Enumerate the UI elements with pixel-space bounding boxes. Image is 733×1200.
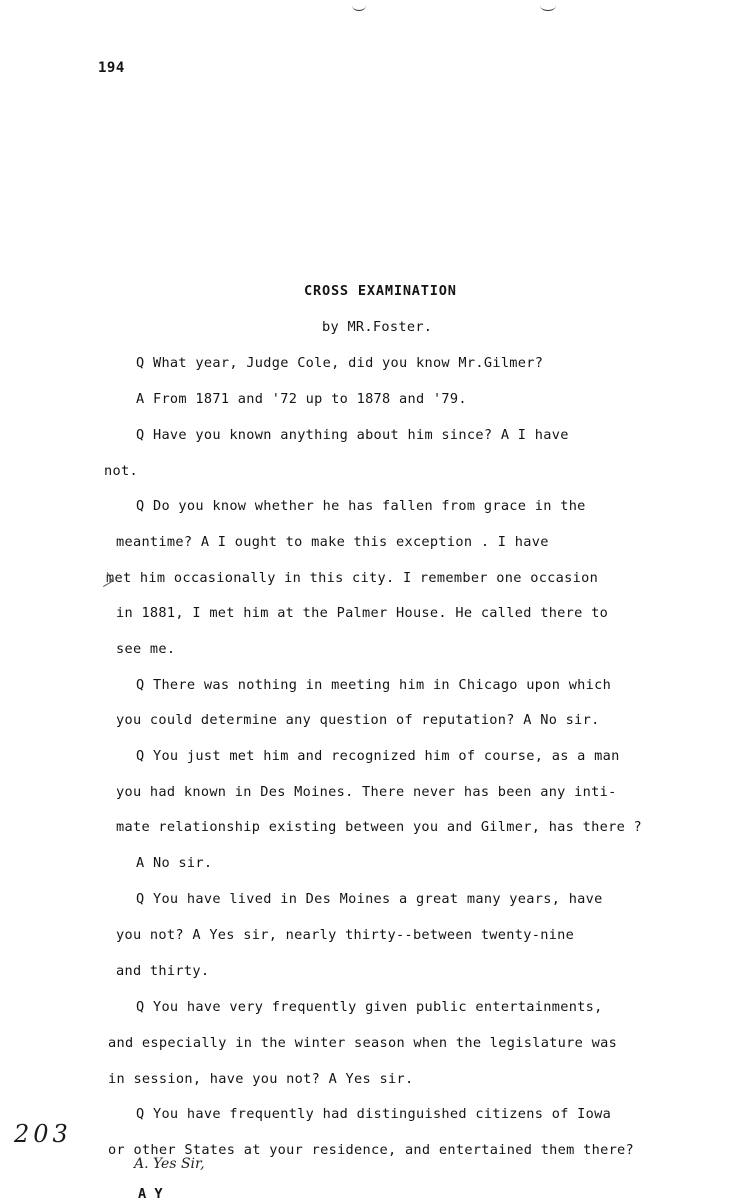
transcript-line: or other States at your residence, and entertained them there?	[108, 1142, 635, 1158]
transcript-line: Q You have lived in Des Moines a great many years, have	[136, 891, 603, 907]
transcript-line: you could determine any question of reputation? A No sir.	[116, 712, 600, 728]
transcript-line: not.	[104, 463, 138, 479]
handwritten-page-number: 203	[14, 1120, 72, 1148]
handwritten-answer: A. Yes Sir,	[134, 1156, 205, 1172]
scan-mark-right	[540, 0, 556, 11]
transcript-line: Q Have you known anything about him since? A I have	[136, 427, 569, 443]
scan-mark-left	[352, 0, 366, 11]
transcript-line: see me.	[116, 641, 176, 657]
transcript-line: you not? A Yes sir, nearly thirty--between twenty-nine	[116, 927, 575, 943]
transcript-line: in 1881, I met him at the Palmer House. He called there to	[116, 605, 609, 621]
transcript-line: mate relationship existing between you and Gilmer, has there ?	[116, 819, 643, 835]
transcript-line: and thirty.	[116, 963, 210, 979]
page-number: 194	[98, 60, 125, 76]
transcript-line: Q You have frequently had distinguished citizens of Iowa	[136, 1106, 612, 1122]
transcript-line: Q You just met him and recognized him of course, as a man	[136, 748, 620, 764]
transcript-line: A From 1871 and '72 up to 1878 and '79.	[136, 391, 467, 407]
section-heading: CROSS EXAMINATION	[304, 283, 457, 299]
transcript-line: you had known in Des Moines. There never has been any inti-	[116, 784, 617, 800]
transcript-line: A No sir.	[136, 855, 213, 871]
examiner-line: by MR.Foster.	[322, 319, 433, 335]
transcript-line: met him occasionally in this city. I remember one occasion	[106, 570, 599, 586]
transcript-line: Q Do you know whether he has fallen from grace in the	[136, 498, 586, 514]
transcript-line: in session, have you not? A Yes sir.	[108, 1071, 414, 1087]
transcript-line: and especially in the winter season when the legislature was	[108, 1035, 618, 1051]
transcript-line: Q You have very frequently given public entertainments,	[136, 999, 603, 1015]
transcript-line: Q What year, Judge Cole, did you know Mr.Gilmer?	[136, 355, 544, 371]
transcript-line: meantime? A I ought to make this exception . I have	[116, 534, 549, 550]
transcript-line: Q There was nothing in meeting him in Chicago upon which	[136, 677, 612, 693]
cut-off-line: A Y	[138, 1186, 163, 1200]
